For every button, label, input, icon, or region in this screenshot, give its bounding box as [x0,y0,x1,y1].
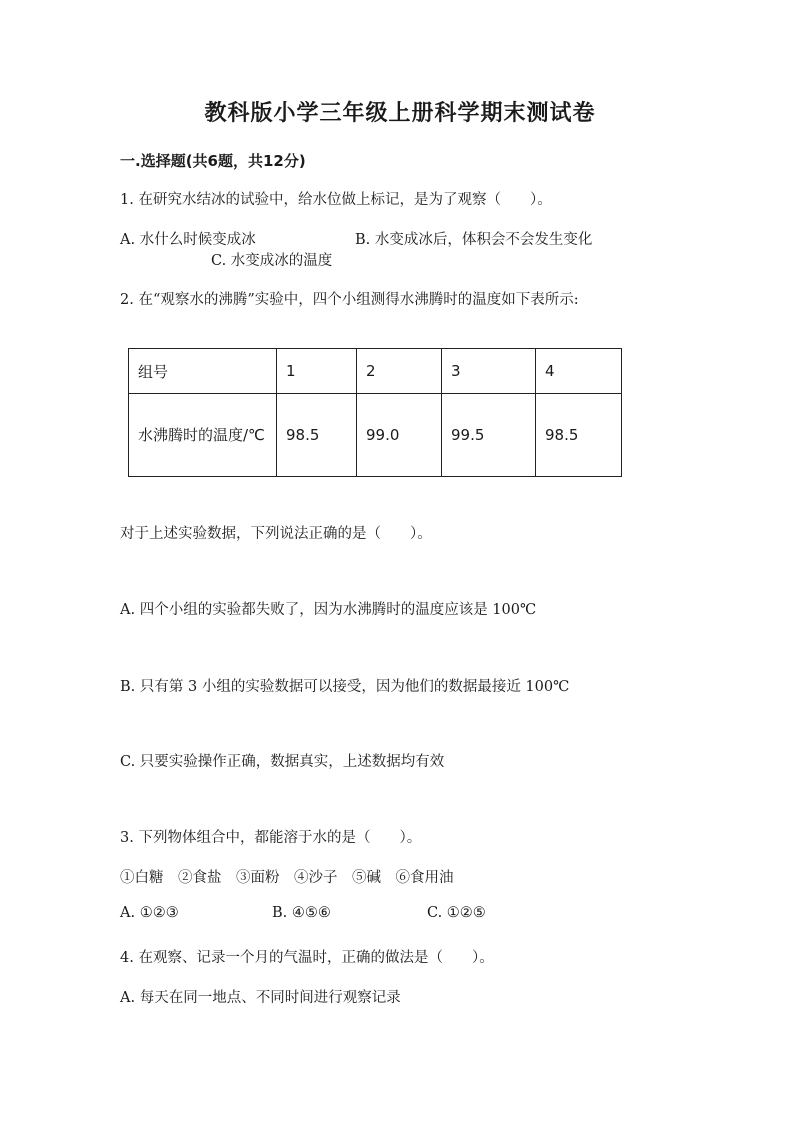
q4-option-a: A. 每天在同一地点、不同时间进行观察记录 [120,990,401,1006]
table-cell-group-3: 3 [442,349,536,394]
table-header-row [129,349,622,394]
table-cell-row-label: 水沸腾时的温度/℃ [129,394,277,477]
q2-stem: 2. 在“观察水的沸腾”实验中，四个小组测得水沸腾时的温度如下表所示: [120,292,579,308]
table-cell-group-1: 1 [277,349,357,394]
q3-option-c: C. ①②⑤ [427,905,486,921]
table-row [129,394,622,477]
q2-option-a: A. 四个小组的实验都失败了，因为水沸腾时的温度应该是 100℃ [120,602,537,618]
q4-stem: 4. 在观察、记录一个月的气温时，正确的做法是（ ）。 [120,950,494,966]
table-cell-value: 98.5 [536,394,622,477]
section-heading: 一.选择题(共6题，共12分) [120,152,306,170]
table-cell-value: 98.5 [277,394,357,477]
table-cell-group-4: 4 [536,349,622,394]
q3-option-a: A. ①②③ [120,905,179,921]
q3-stem: 3. 下列物体组合中，都能溶于水的是（ ）。 [120,830,422,846]
table-cell-group-2: 2 [357,349,442,394]
table-cell-value: 99.0 [357,394,442,477]
q1-option-a: A. 水什么时候变成冰 [120,232,256,248]
table-cell-group-label: 组号 [129,349,277,394]
boiling-temperature-table [128,348,622,477]
q1-option-b: B. 水变成冰后，体积会不会发生变化 [355,232,593,248]
table-cell-value: 99.5 [442,394,536,477]
q1-option-c: C. 水变成冰的温度 [211,253,333,269]
q2-option-c: C. 只要实验操作正确，数据真实，上述数据均有效 [120,754,445,770]
q3-option-b: B. ④⑤⑥ [272,905,331,921]
q2-prompt: 对于上述实验数据，下列说法正确的是（ ）。 [120,526,432,542]
q3-items: ①白糖 ②食盐 ③面粉 ④沙子 ⑤碱 ⑥食用油 [120,870,454,886]
q2-option-b: B. 只有第 3 小组的实验数据可以接受，因为他们的数据最接近 100℃ [120,679,570,695]
page-title: 教科版小学三年级上册科学期末测试卷 [204,101,596,126]
q1-stem: 1. 在研究水结冰的试验中，给水位做上标记，是为了观察（ ）。 [120,192,552,208]
